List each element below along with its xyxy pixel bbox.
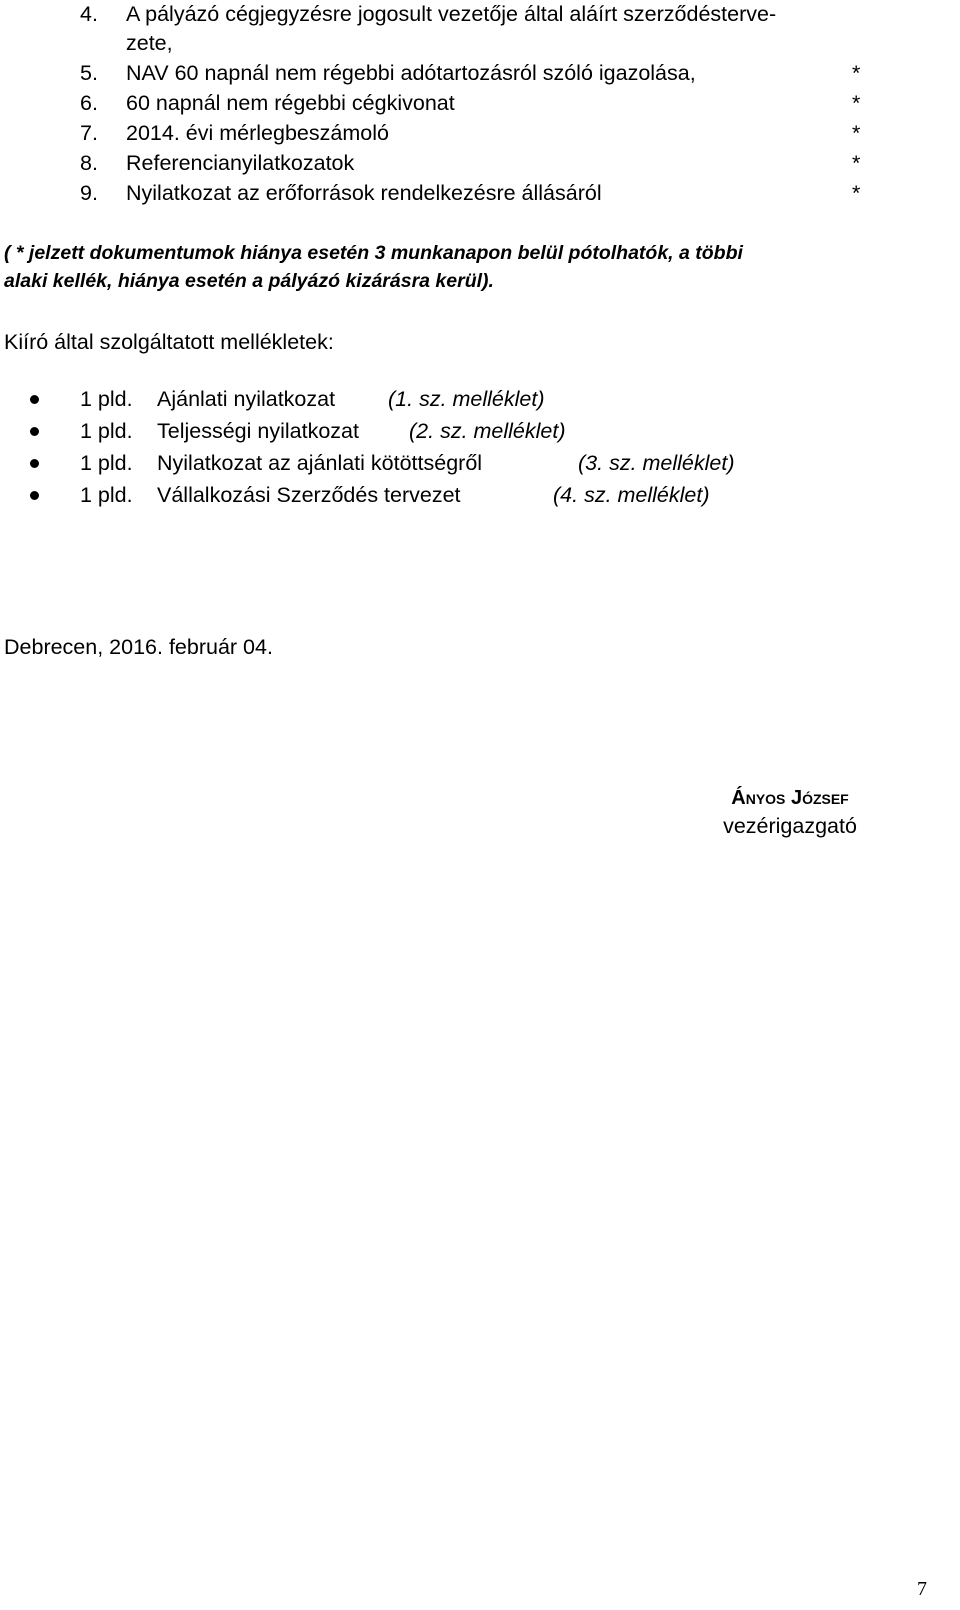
requirement-text: Referencianyilatkozatok <box>126 151 355 175</box>
requirement-star: * <box>852 61 861 85</box>
annexes-heading: Kiíró által szolgáltatott mellékletek: <box>4 330 334 354</box>
note-line: alaki kellék, hiánya esetén a pályázó kizárásra kerül). <box>4 270 494 292</box>
annex-quantity: 1 pld. <box>80 451 133 475</box>
annex-item <box>0 385 900 415</box>
missing-documents-note <box>4 239 944 295</box>
bullet-icon <box>30 459 39 468</box>
annex-name: Ajánlati nyilatkozat <box>157 387 336 411</box>
bullet-icon <box>30 427 39 436</box>
requirement-text-continuation: zete, <box>126 31 173 55</box>
requirement-number: 7. <box>80 121 98 145</box>
annex-name: Teljességi nyilatkozat <box>157 419 359 443</box>
annex-reference: (3. sz. melléklet) <box>578 451 735 475</box>
requirement-text: NAV 60 napnál nem régebbi adótartozásról szóló igazolása, <box>126 61 696 85</box>
requirement-number: 8. <box>80 151 98 175</box>
requirement-number: 4. <box>80 2 98 26</box>
note-line: ( * jelzett dokumentumok hiánya esetén 3 munkanapon belül pótolhatók, a többi <box>4 242 743 264</box>
bullet-icon <box>30 395 39 404</box>
requirement-text: A pályázó cégjegyzésre jogosult vezetője által aláírt szerződésterve- <box>126 2 777 26</box>
annex-item <box>0 481 900 511</box>
signatory-name: Ányos József <box>731 787 849 809</box>
requirement-star: * <box>852 181 861 205</box>
annex-reference: (4. sz. melléklet) <box>553 483 710 507</box>
requirement-text: 2014. évi mérlegbeszámoló <box>126 121 389 145</box>
requirement-star: * <box>852 91 861 115</box>
annex-item <box>0 417 900 447</box>
page-number: 7 <box>917 1578 927 1600</box>
annex-name: Nyilatkozat az ajánlati kötöttségről <box>157 451 483 475</box>
signatory-title: vezérigazgató <box>723 814 857 838</box>
requirement-number: 6. <box>80 91 98 115</box>
signature-block <box>690 784 890 840</box>
annex-reference: (1. sz. melléklet) <box>388 387 545 411</box>
place-and-date: Debrecen, 2016. február 04. <box>4 635 273 659</box>
requirement-number: 9. <box>80 181 98 205</box>
requirement-star: * <box>852 121 861 145</box>
requirement-star: * <box>852 151 861 175</box>
requirement-text: Nyilatkozat az erőforrások rendelkezésre állásáról <box>126 181 602 205</box>
annex-item <box>0 449 900 479</box>
annex-name: Vállalkozási Szerződés tervezet <box>157 483 461 507</box>
annex-quantity: 1 pld. <box>80 483 133 507</box>
requirement-text: 60 napnál nem régebbi cégkivonat <box>126 91 455 115</box>
requirement-number: 5. <box>80 61 98 85</box>
annex-reference: (2. sz. melléklet) <box>409 419 566 443</box>
annex-quantity: 1 pld. <box>80 419 133 443</box>
annex-quantity: 1 pld. <box>80 387 133 411</box>
bullet-icon <box>30 491 39 500</box>
